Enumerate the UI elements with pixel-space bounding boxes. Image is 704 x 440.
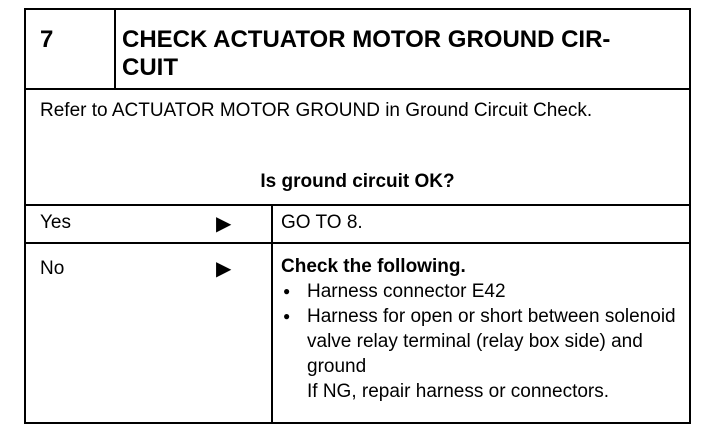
answer-no-action [281,254,681,404]
question-divider [26,204,689,206]
answer-yes-label: Yes [40,212,71,233]
check-item: ● Harness connector E42 [281,279,681,304]
check-item: ● Harness for open or short between solenoid valve relay terminal (relay box side) and ground [281,304,681,379]
repair-note: If NG, repair harness or connectors. [307,381,610,402]
diagnostic-step-table [24,8,691,424]
arrow-right-icon: ▶ [216,258,232,280]
step-title: CHECK ACTUATOR MOTOR GROUND CIR- CUIT [122,26,611,81]
answer-yes-action: GO TO 8. [281,212,363,233]
arrow-right-icon: ▶ [216,213,232,235]
yes-row-divider [26,242,689,244]
answer-column-divider [271,204,273,422]
number-divider [114,10,116,88]
answer-no-label: No [40,258,65,279]
question-text: Is ground circuit OK? [260,171,455,192]
check-heading: Check the following. [281,256,466,277]
step-number: 7 [40,26,54,53]
instruction-text: Refer to ACTUATOR MOTOR GROUND in Ground Circuit Check. [40,100,593,121]
header-divider [26,88,689,90]
